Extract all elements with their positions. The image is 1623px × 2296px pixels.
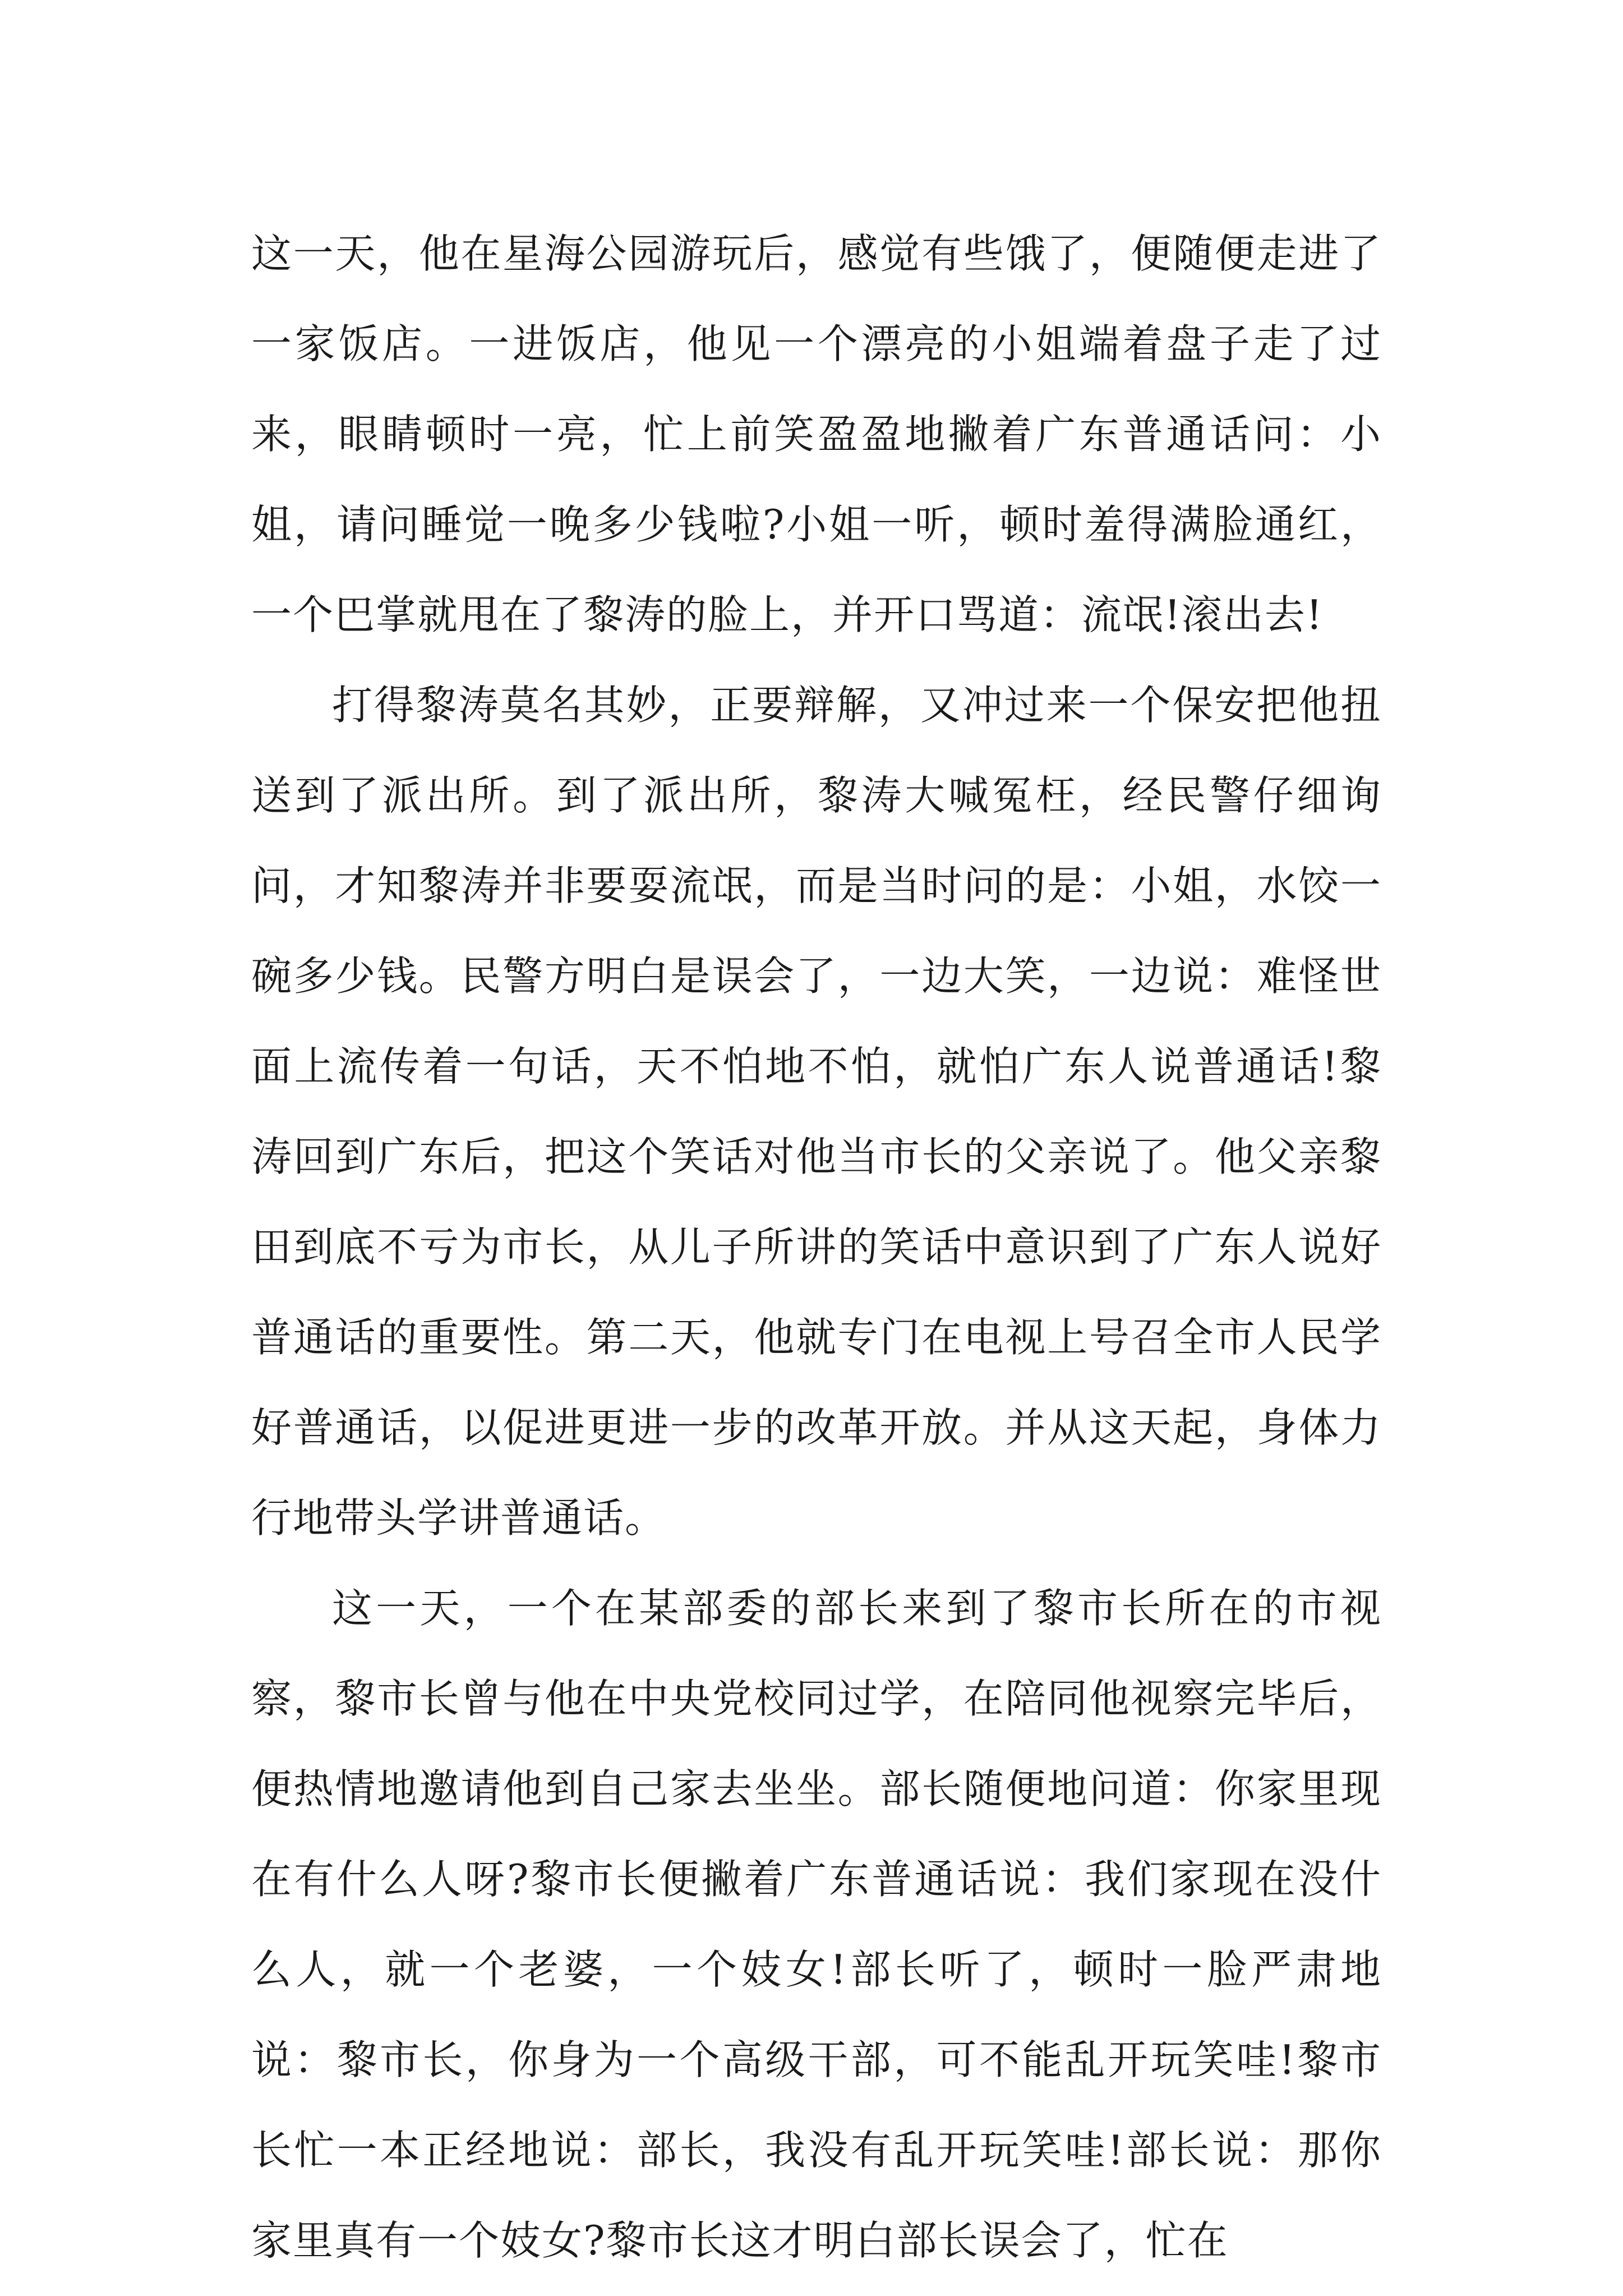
paragraph-3: 这一天，一个在某部委的部长来到了黎市长所在的市视察，黎市长曾与他在中央党校同过学，在陪同他视察完毕后，便热情地邀请他到自己家去坐坐。部长随便地问道：你家里现在有什么人呀?黎市长便撇着广东普通话说：我们家现在没什么人，就一个老婆，一个妓女!部长听了，顿时一脸严肃地说：黎市长，你身为一个高级干部，可不能乱开玩笑哇!黎市长忙一本正经地说：部长，我没有乱开玩笑哇!部长说：那你家里真有一个妓女?黎市长这才明白部长误会了，忙在 xyxy=(251,1585,1382,2264)
paragraph-1: 这一天，他在星海公园游玩后，感觉有些饿了，便随便走进了一家饭店。一进饭店，他见一个漂亮的小姐端着盘子走了过来，眼睛顿时一亮，忙上前笑盈盈地撇着广东普通话问：小姐，请问睡觉一晚多少钱啦?小姐一听，顿时羞得满脸通红，一个巴掌就甩在了黎涛的脸上，并开口骂道：流氓!滚出去! xyxy=(251,230,1382,638)
document-body xyxy=(251,209,1382,2286)
paragraph-2: 打得黎涛莫名其妙，正要辩解，又冲过来一个保安把他扭送到了派出所。到了派出所，黎涛大喊冤枉，经民警仔细询问，才知黎涛并非要耍流氓，而是当时问的是：小姐，水饺一碗多少钱。民警方明白是误会了，一边大笑，一边说：难怪世面上流传着一句话，天不怕地不怕，就怕广东人说普通话!黎涛回到广东后，把这个笑话对他当市长的父亲说了。他父亲黎田到底不亏为市长，从儿子所讲的笑话中意识到了广东人说好普通话的重要性。第二天，他就专门在电视上号召全市人民学好普通话，以促进更进一步的改革开放。并从这天起，身体力行地带头学讲普通话。 xyxy=(251,682,1382,1542)
